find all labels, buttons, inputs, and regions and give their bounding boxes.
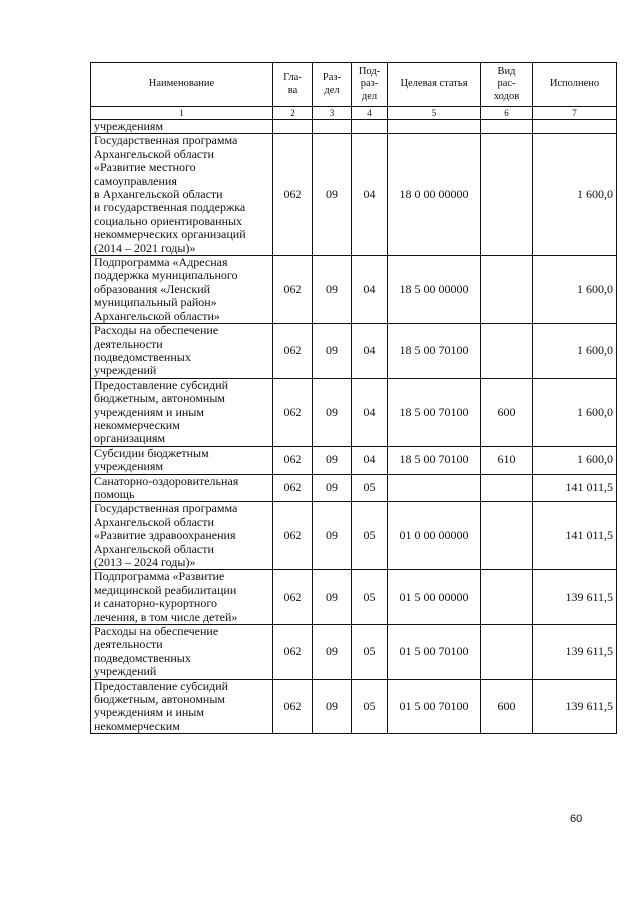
row-name: Субсидии бюджетным учреждениям — [91, 446, 273, 474]
header-target: Целевая статья — [388, 63, 481, 107]
header-executed: Исполнено — [533, 63, 617, 107]
row-vid — [481, 570, 533, 625]
row-razdel: 09 — [313, 474, 352, 502]
row-podrazdel: 05 — [352, 679, 388, 734]
row-razdel: 09 — [313, 378, 352, 446]
row-target: 01 5 00 70100 — [388, 625, 481, 680]
row-target: 01 5 00 00000 — [388, 570, 481, 625]
row-vid: 610 — [481, 446, 533, 474]
row-podrazdel: 05 — [352, 502, 388, 570]
column-number-row — [91, 107, 617, 120]
col-number: 6 — [481, 107, 533, 120]
table-row — [91, 378, 617, 446]
row-razdel: 09 — [313, 324, 352, 379]
table-row — [91, 446, 617, 474]
row-glava: 062 — [273, 625, 313, 680]
row-podrazdel: 04 — [352, 378, 388, 446]
header-razdel: Раз- дел — [313, 63, 352, 107]
row-podrazdel: 05 — [352, 570, 388, 625]
row-razdel: 09 — [313, 134, 352, 256]
header-name: Наименование — [91, 63, 273, 107]
row-razdel: 09 — [313, 570, 352, 625]
table-row — [91, 120, 617, 134]
col-number: 3 — [313, 107, 352, 120]
row-name: Подпрограмма «Развитие медицинской реабилитации и санаторно-курортного лечения, в том числе детей» — [91, 570, 273, 625]
row-amount: 139 611,5 — [533, 570, 617, 625]
page-number: 60 — [570, 813, 583, 825]
row-target: 18 5 00 70100 — [388, 324, 481, 379]
budget-table — [90, 62, 617, 734]
row-name: Государственная программа Архангельской области «Развитие местного самоуправления в Архангельской области и государственная поддержка социально ориентированных некоммерческих организаций (2014 – 2021 годы)» — [91, 134, 273, 256]
row-amount: 1 600,0 — [533, 446, 617, 474]
row-name: Расходы на обеспечение деятельности подведомственных учреждений — [91, 625, 273, 680]
row-amount: 139 611,5 — [533, 625, 617, 680]
row-vid — [481, 256, 533, 324]
row-target — [388, 120, 481, 134]
row-glava: 062 — [273, 446, 313, 474]
row-name: Государственная программа Архангельской области «Развитие здравоохранения Архангельской области (2013 – 2024 годы)» — [91, 502, 273, 570]
row-target: 01 0 00 00000 — [388, 502, 481, 570]
row-razdel: 09 — [313, 256, 352, 324]
row-target: 18 0 00 00000 — [388, 134, 481, 256]
row-name: Санаторно-оздоровительная помощь — [91, 474, 273, 502]
row-glava: 062 — [273, 378, 313, 446]
row-name: Предоставление субсидий бюджетным, автономным учреждениям и иным некоммерческим — [91, 679, 273, 734]
row-name: Расходы на обеспечение деятельности подведомственных учреждений — [91, 324, 273, 379]
row-vid: 600 — [481, 378, 533, 446]
col-number: 4 — [352, 107, 388, 120]
row-glava — [273, 120, 313, 134]
row-podrazdel — [352, 120, 388, 134]
table-row — [91, 474, 617, 502]
table-header-row — [91, 63, 617, 107]
header-vid: Вид рас- ходов — [481, 63, 533, 107]
row-glava: 062 — [273, 679, 313, 734]
row-vid — [481, 502, 533, 570]
row-glava: 062 — [273, 502, 313, 570]
row-amount: 1 600,0 — [533, 378, 617, 446]
col-number: 7 — [533, 107, 617, 120]
row-vid: 600 — [481, 679, 533, 734]
row-vid — [481, 134, 533, 256]
row-podrazdel: 04 — [352, 134, 388, 256]
row-amount: 1 600,0 — [533, 324, 617, 379]
row-glava: 062 — [273, 256, 313, 324]
row-amount — [533, 120, 617, 134]
header-podrazdel: Под- раз- дел — [352, 63, 388, 107]
row-razdel: 09 — [313, 446, 352, 474]
row-vid — [481, 474, 533, 502]
row-podrazdel: 04 — [352, 446, 388, 474]
row-glava: 062 — [273, 134, 313, 256]
row-name: учреждениям — [91, 120, 273, 134]
row-amount: 141 011,5 — [533, 502, 617, 570]
row-razdel: 09 — [313, 625, 352, 680]
col-number: 5 — [388, 107, 481, 120]
row-target: 01 5 00 70100 — [388, 679, 481, 734]
row-podrazdel: 05 — [352, 474, 388, 502]
header-glava: Гла- ва — [273, 63, 313, 107]
table-row — [91, 134, 617, 256]
col-number: 1 — [91, 107, 273, 120]
row-podrazdel: 04 — [352, 256, 388, 324]
col-number: 2 — [273, 107, 313, 120]
row-amount: 141 011,5 — [533, 474, 617, 502]
row-vid — [481, 625, 533, 680]
table-row — [91, 324, 617, 379]
table-row — [91, 256, 617, 324]
table-row — [91, 502, 617, 570]
table-row — [91, 679, 617, 734]
row-vid — [481, 120, 533, 134]
row-podrazdel: 04 — [352, 324, 388, 379]
row-razdel: 09 — [313, 502, 352, 570]
row-amount: 139 611,5 — [533, 679, 617, 734]
table-row — [91, 625, 617, 680]
row-razdel — [313, 120, 352, 134]
row-glava: 062 — [273, 324, 313, 379]
row-glava: 062 — [273, 570, 313, 625]
row-amount: 1 600,0 — [533, 256, 617, 324]
row-name: Подпрограмма «Адресная поддержка муниципального образования «Ленский муниципальный район» Архангельской области» — [91, 256, 273, 324]
row-amount: 1 600,0 — [533, 134, 617, 256]
row-target: 18 5 00 70100 — [388, 378, 481, 446]
row-target: 18 5 00 00000 — [388, 256, 481, 324]
row-razdel: 09 — [313, 679, 352, 734]
table-row — [91, 570, 617, 625]
row-name: Предоставление субсидий бюджетным, автономным учреждениям и иным некоммерческим организациям — [91, 378, 273, 446]
row-target: 18 5 00 70100 — [388, 446, 481, 474]
row-vid — [481, 324, 533, 379]
row-target — [388, 474, 481, 502]
row-podrazdel: 05 — [352, 625, 388, 680]
row-glava: 062 — [273, 474, 313, 502]
